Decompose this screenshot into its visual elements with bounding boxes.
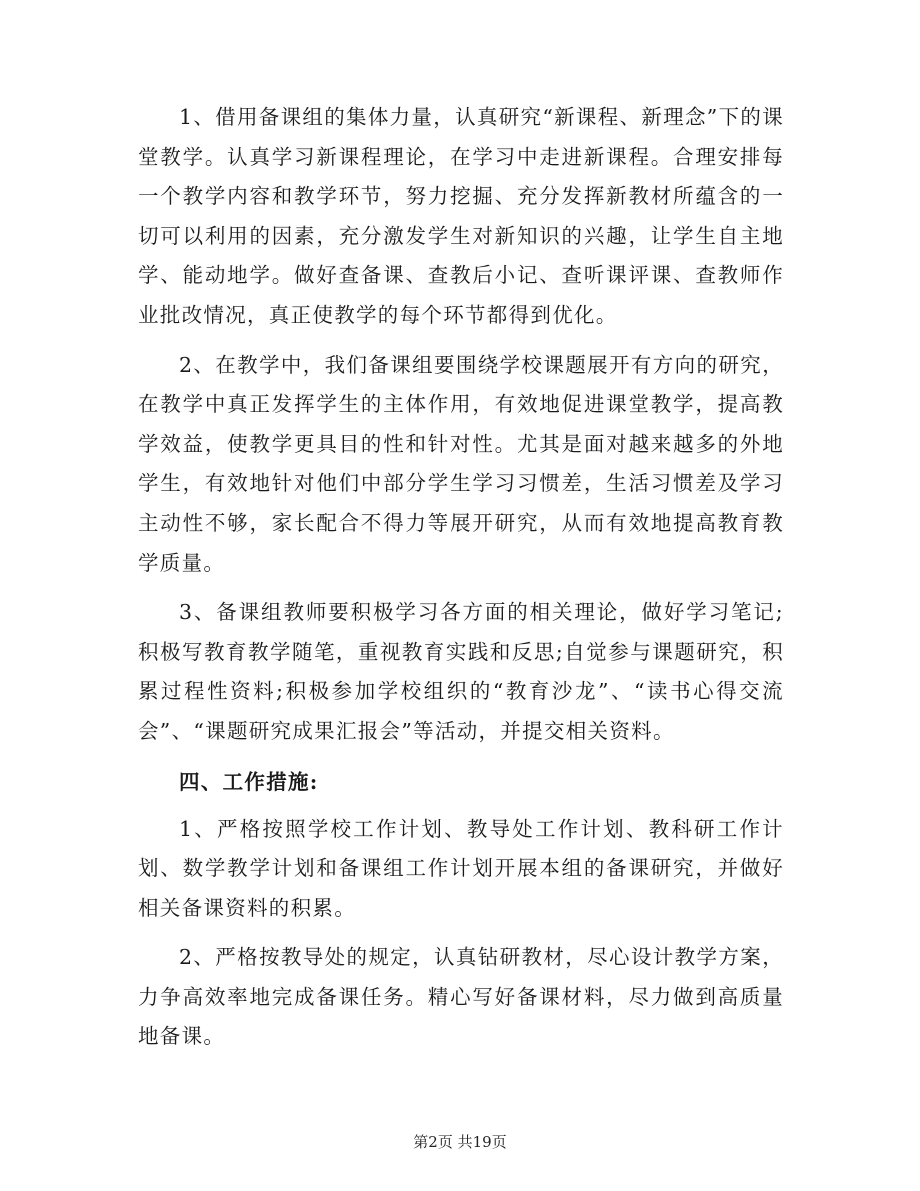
section-heading: 四、工作措施: bbox=[179, 769, 319, 794]
document-body bbox=[138, 98, 784, 1067]
paragraph-2: 2、在教学中，我们备课组要围绕学校课题展开有方向的研究，在教学中真正发挥学生的主体作用，有效地促进课堂教学，提高教学效益，使教学更具目的性和针对性。尤其是面对越来越多的外地学生，有效地针对他们中部分学生学习习惯差，生活习惯差及学习主动性不够，家长配合不得力等展开研究，从而有效地提高教育教学质量。 bbox=[138, 352, 784, 575]
paragraph-1: 1、借用备课组的集体力量，认真研究“新课程、新理念”下的课堂教学。认真学习新课程理论，在学习中走进新课程。合理安排每一个教学内容和教学环节，努力挖掘、充分发挥新教材所蕴含的一切可以利用的因素，充分激发学生对新知识的兴趣，让学生自主地学、能动地学。做好查备课、查教后小记、查听课评课、查教师作业批改情况，真正使教学的每个环节都得到优化。 bbox=[138, 105, 784, 327]
measure-paragraph-2: 2、严格按教导处的规定，认真钻研教材，尽心设计教学方案，力争高效率地完成备课任务。精心写好备课材料，尽力做到高质量地备课。 bbox=[138, 945, 784, 1049]
measure-paragraph-1: 1、严格按照学校工作计划、教导处工作计划、教科研工作计划、数学教学计划和备课组工作计划开展本组的备课研究，并做好相关备课资料的积累。 bbox=[138, 816, 784, 920]
paragraph-3: 3、备课组教师要积极学习各方面的相关理论，做好学习笔记;积极写教育教学随笔，重视教育实践和反思;自觉参与课题研究，积累过程性资料;积极参加学校组织的“教育沙龙”、“读书心得交流会”、“课题研究成果汇报会”等活动，并提交相关资料。 bbox=[138, 600, 784, 743]
page-number-footer: 第2页 共19页 bbox=[413, 1133, 507, 1151]
